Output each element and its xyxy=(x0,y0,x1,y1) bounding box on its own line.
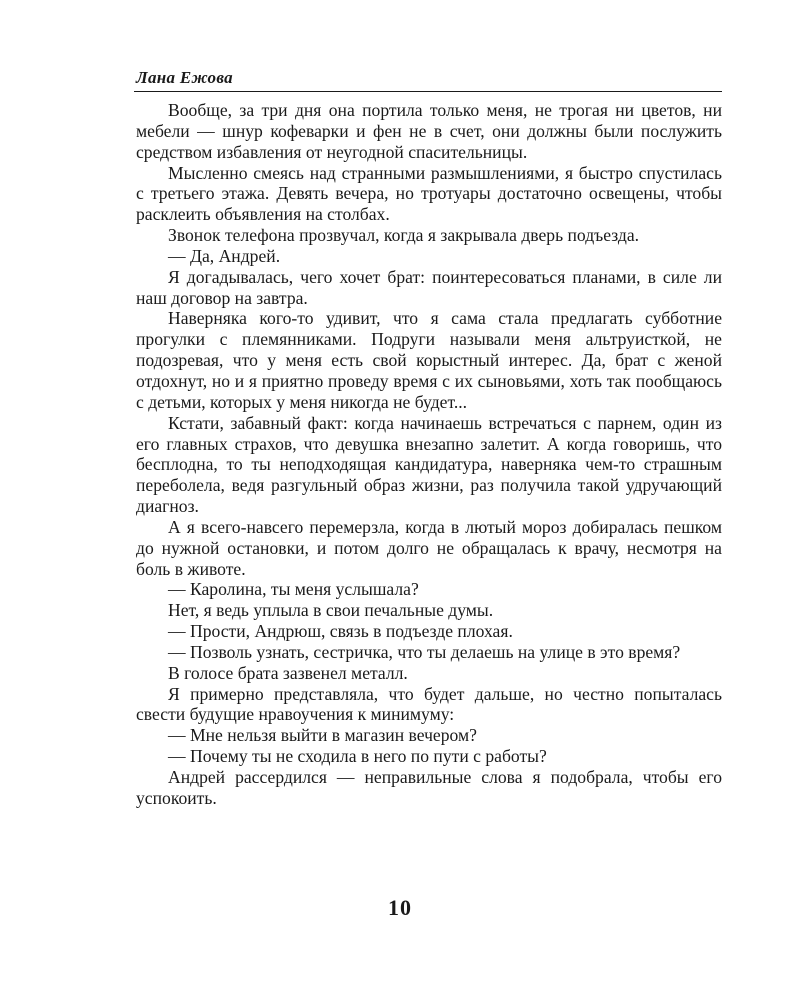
paragraph: — Каролина, ты меня услышала? xyxy=(168,579,419,600)
paragraph: — Мне нельзя выйти в магазин вечером? xyxy=(168,725,477,746)
page-number: 10 xyxy=(388,895,412,920)
paragraph: В голосе брата зазвенел металл. xyxy=(168,662,408,683)
paragraph: — Позволь узнать, сестричка, что ты делаешь на улице в это время? xyxy=(168,641,681,662)
paragraph: Наверняка кого-то удивит, что я сама стала предлагать субботние прогулки с племянниками. Подруги называли меня альтруисткой, не подозревая, что у меня есть свой корыстный интерес. Да, брат с женой отдохнут, но и я приятно проведу время с их сыновьями, хоть так пообщаюсь с детьми, которых у меня никогда не будет... xyxy=(136,308,722,412)
paragraph: А я всего-навсего перемерзла, когда в лютый мороз добиралась пешком до нужной остановки, и потом долго не обращалась к врачу, несмотря на боль в животе. xyxy=(136,516,722,579)
paragraph: Я примерно представляла, что будет дальше, но честно попыталась свести будущие нравоучения к минимуму: xyxy=(136,683,722,725)
paragraph: Нет, я ведь уплыла в свои печальные думы. xyxy=(168,600,494,621)
running-header-author: Лана Ежова xyxy=(136,68,233,87)
paragraph: Кстати, забавный факт: когда начинаешь встречаться с парнем, один из его главных страхов, что девушка внезапно залетит. А когда говоришь, что бесплодна, то ты неподходящая кандидатура, наверняка чем-то страшным переболела, ведя разгульный образ жизни, раз получила такой удручающий диагноз. xyxy=(136,412,722,517)
paragraph: Вообще, за три дня она портила только меня, не трогая ни цветов, ни мебели — шнур кофеварки и фен не в счет, они должны были послужить средством избавления от неугодной спасительницы. xyxy=(136,100,722,162)
paragraph: — Почему ты не сходила в него по пути с работы? xyxy=(168,746,547,767)
paragraph: Андрей рассердился — неправильные слова я подобрала, чтобы его успокоить. xyxy=(136,767,722,808)
paragraph: Звонок телефона прозвучал, когда я закрывала дверь подъезда. xyxy=(168,225,640,246)
paragraph: Мысленно смеясь над странными размышлениями, я быстро спустилась с третьего этажа. Девять вечера, но тротуары достаточно освещены, чтобы расклеить объявления на столбах. xyxy=(136,162,722,225)
header-rule xyxy=(134,91,722,92)
paragraph: — Прости, Андрюш, связь в подъезде плохая. xyxy=(168,621,513,642)
body-text xyxy=(136,100,722,809)
paragraph: — Да, Андрей. xyxy=(168,245,281,266)
paragraph: Я догадывалась, чего хочет брат: поинтересоваться планами, в силе ли наш договор на завтра. xyxy=(136,266,722,308)
